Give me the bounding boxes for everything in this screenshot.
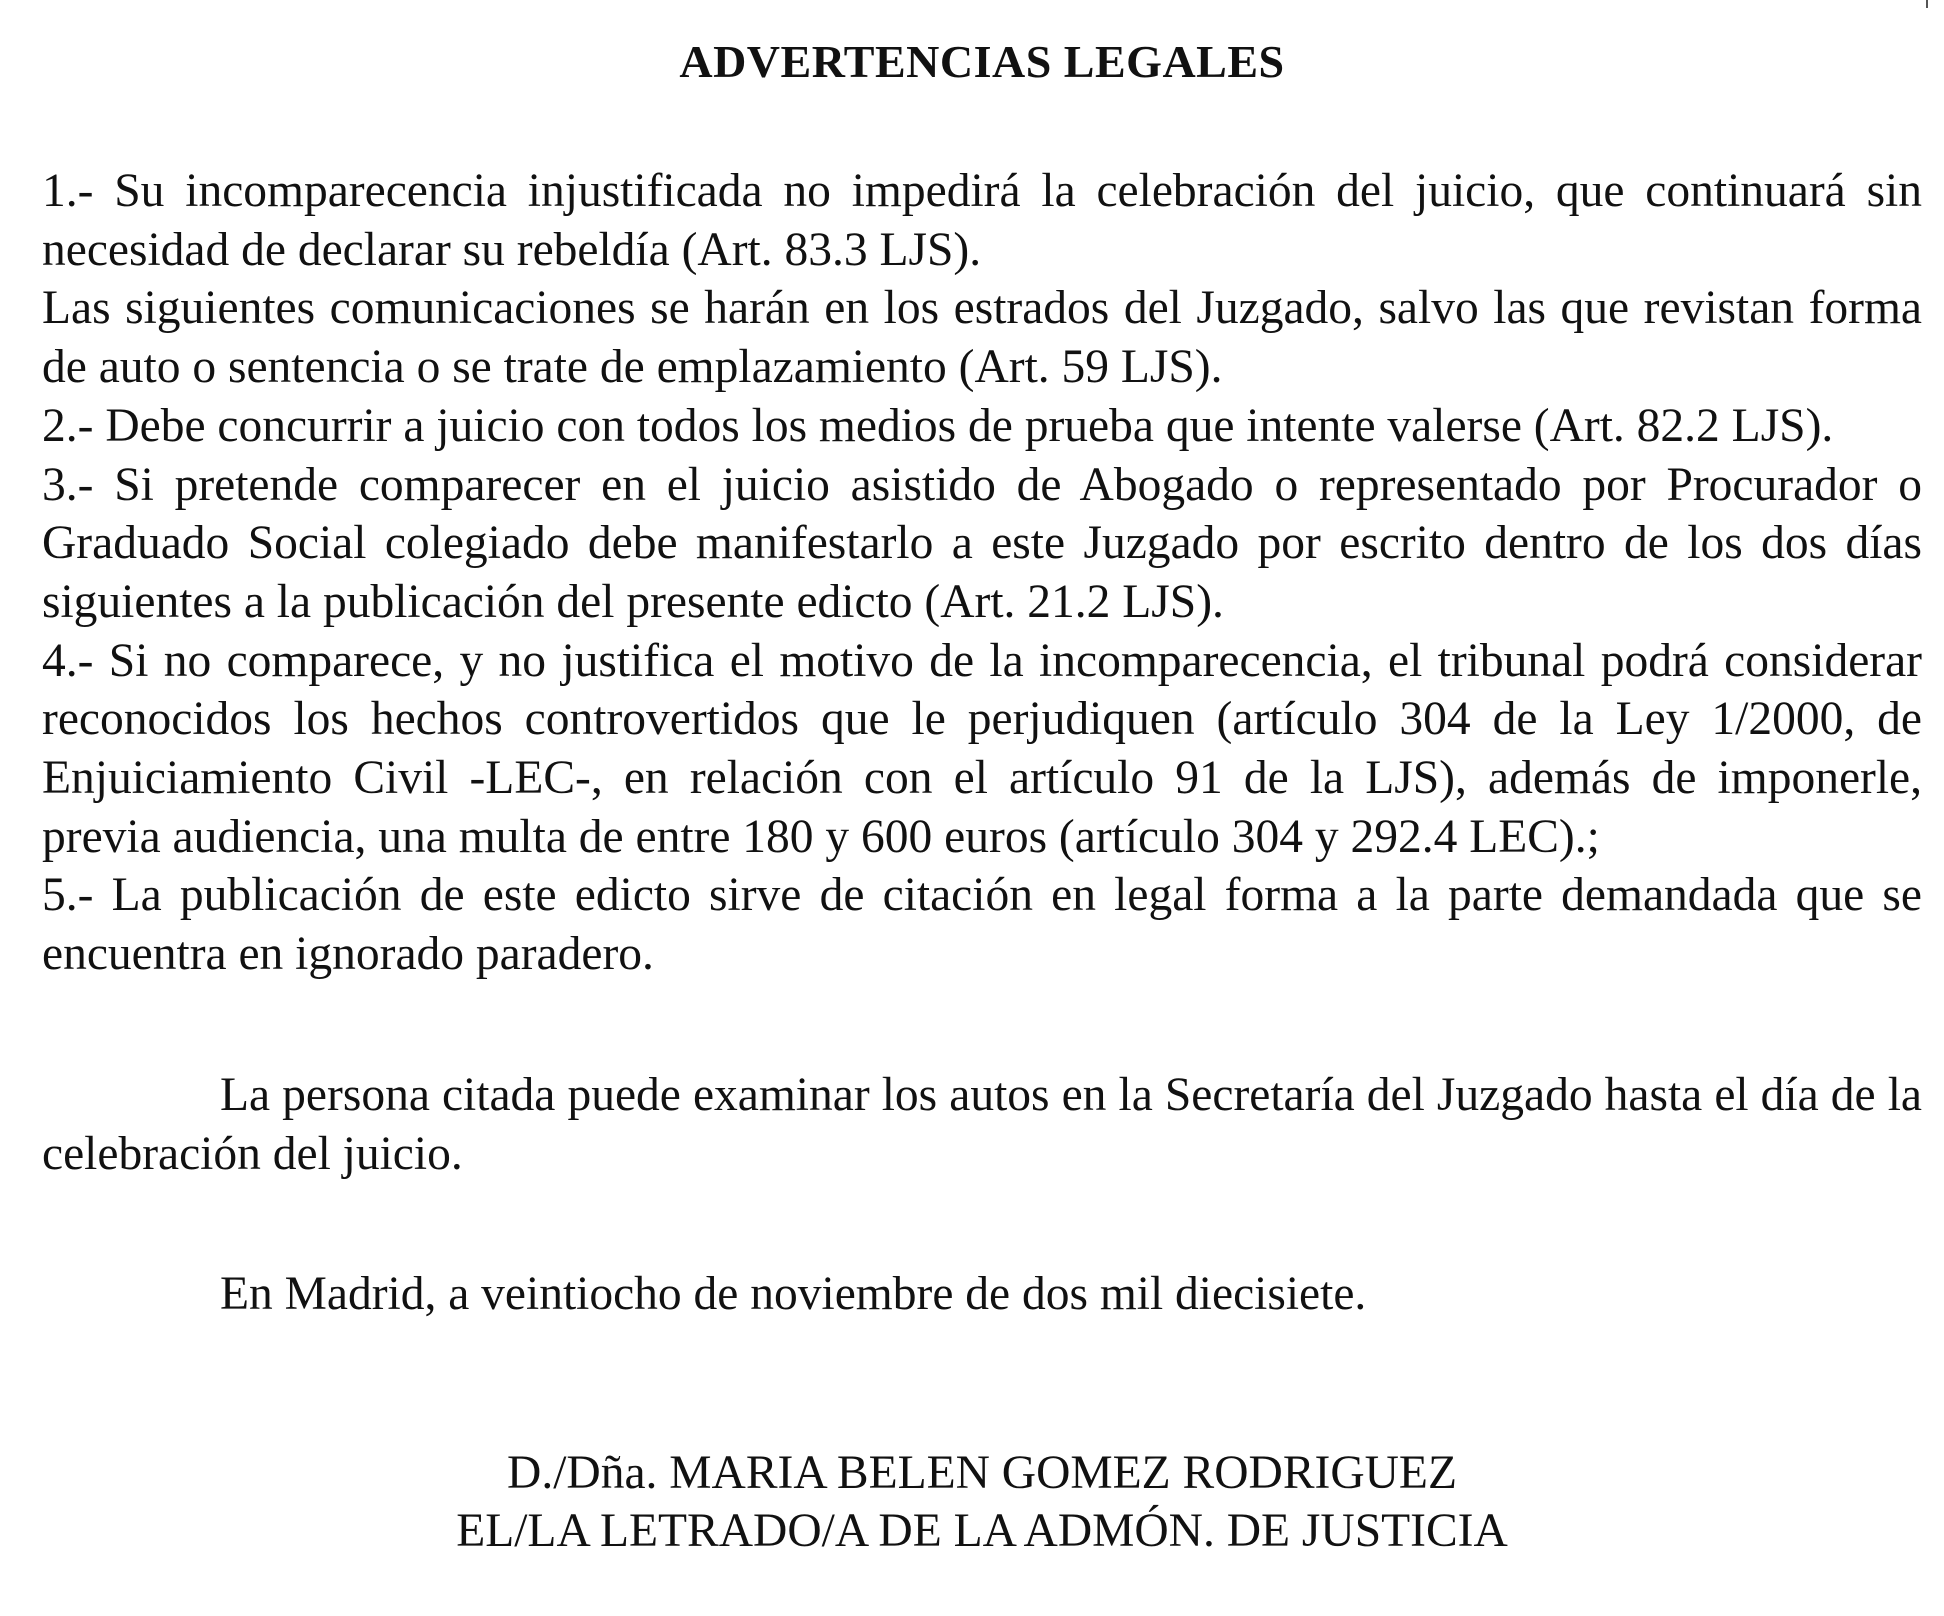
warning-item-1-note: Las siguientes comunicaciones se harán en los estrados del Juzgado, salvo las que revistan forma de auto o sentencia o se trate de emplazamiento (Art. 59 LJS). bbox=[42, 282, 1922, 394]
warning-item-2: 2.- Debe concurrir a juicio con todos los medios de prueba que intente valerse (Art. 82.2 LJS). bbox=[42, 399, 1834, 452]
warning-item-1: 1.- Su incomparecencia injustificada no impedirá la celebración del juicio, que continuará sin necesidad de declarar su rebeldía (Art. 83.3 LJS). bbox=[42, 165, 1922, 276]
closing-paragraph: La persona citada puede examinar los autos en la Secretaría del Juzgado hasta el día de la celebración del juicio. bbox=[42, 1068, 1922, 1180]
warning-item-5: 5.- La publicación de este edicto sirve de citación en legal forma a la parte demandada que se encuentra en ignorado paradero. bbox=[42, 869, 1922, 981]
signatory-name: D./Dña. MARIA BELEN GOMEZ RODRIGUEZ bbox=[507, 1446, 1457, 1499]
signature-block bbox=[42, 1444, 1922, 1560]
signatory-role: EL/LA LETRADO/A DE LA ADMÓN. DE JUSTICIA bbox=[456, 1504, 1508, 1557]
warning-item-4: 4.- Si no comparece, y no justifica el motivo de la incomparecencia, el tribunal podrá considerar reconocidos los hechos controvertidos que le perjudiquen (artículo 304 de la Ley 1/2000, de Enjuiciamiento Civil -LEC-, en relación con el artículo 91 de la LJS), además de imponerle, previa audiencia, una multa de entre 180 y 600 euros (artículo 304 y 292.4 LEC).; bbox=[42, 634, 1922, 863]
document-page bbox=[42, 22, 1922, 1560]
document-title: ADVERTENCIAS LEGALES bbox=[679, 36, 1285, 87]
place-date: En Madrid, a veintiocho de noviembre de dos mil diecisiete. bbox=[220, 1268, 1367, 1321]
warning-item-3: 3.- Si pretende comparecer en el juicio asistido de Abogado o representado por Procurador o Graduado Social colegiado debe manifestarlo a este Juzgado por escrito dentro de los dos días siguientes a la publicación del presente edicto (Art. 21.2 LJS). bbox=[42, 458, 1922, 628]
legal-warnings-list bbox=[42, 162, 1922, 984]
scan-edge-mark bbox=[1926, 0, 1928, 8]
